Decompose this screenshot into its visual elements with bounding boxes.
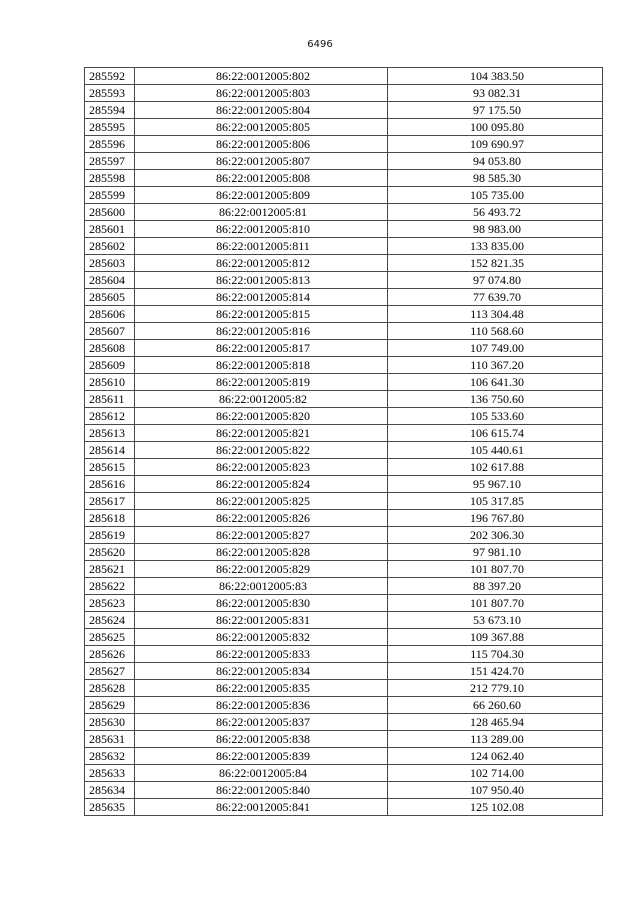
cadastral-value-cell: 100 095.80	[388, 119, 603, 136]
table-row	[85, 476, 603, 493]
cadastral-value-cell: 128 465.94	[388, 714, 603, 731]
cadastral-number-cell: 86:22:0012005:83	[135, 578, 388, 595]
table-row	[85, 765, 603, 782]
cadastral-value-cell: 102 617.88	[388, 459, 603, 476]
cadastral-value-cell: 133 835.00	[388, 238, 603, 255]
row-id-cell: 285622	[85, 578, 135, 595]
row-id-cell: 285595	[85, 119, 135, 136]
cadastral-value-cell: 196 767.80	[388, 510, 603, 527]
row-id-cell: 285602	[85, 238, 135, 255]
row-id-cell: 285597	[85, 153, 135, 170]
row-id-cell: 285628	[85, 680, 135, 697]
cadastral-number-cell: 86:22:0012005:836	[135, 697, 388, 714]
cadastral-number-cell: 86:22:0012005:830	[135, 595, 388, 612]
row-id-cell: 285596	[85, 136, 135, 153]
cadastral-value-cell: 124 062.40	[388, 748, 603, 765]
cadastral-number-cell: 86:22:0012005:838	[135, 731, 388, 748]
table-row	[85, 187, 603, 204]
cadastral-number-cell: 86:22:0012005:809	[135, 187, 388, 204]
table-row	[85, 289, 603, 306]
row-id-cell: 285612	[85, 408, 135, 425]
cadastral-number-cell: 86:22:0012005:822	[135, 442, 388, 459]
cadastral-number-cell: 86:22:0012005:829	[135, 561, 388, 578]
cadastral-value-cell: 98 585.30	[388, 170, 603, 187]
table-row	[85, 697, 603, 714]
row-id-cell: 285629	[85, 697, 135, 714]
cadastral-value-cell: 152 821.35	[388, 255, 603, 272]
cadastral-value-cell: 151 424.70	[388, 663, 603, 680]
cadastral-value-cell: 115 704.30	[388, 646, 603, 663]
table-row	[85, 493, 603, 510]
cadastral-number-cell: 86:22:0012005:814	[135, 289, 388, 306]
table-row	[85, 748, 603, 765]
table-row	[85, 595, 603, 612]
row-id-cell: 285608	[85, 340, 135, 357]
row-id-cell: 285594	[85, 102, 135, 119]
cadastral-value-cell: 110 568.60	[388, 323, 603, 340]
cadastral-value-cell: 105 440.61	[388, 442, 603, 459]
table-row	[85, 680, 603, 697]
row-id-cell: 285632	[85, 748, 135, 765]
table-row	[85, 578, 603, 595]
cadastral-value-cell: 77 639.70	[388, 289, 603, 306]
cadastral-value-cell: 93 082.31	[388, 85, 603, 102]
cadastral-number-cell: 86:22:0012005:839	[135, 748, 388, 765]
cadastral-number-cell: 86:22:0012005:84	[135, 765, 388, 782]
cadastral-value-cell: 107 749.00	[388, 340, 603, 357]
cadastral-number-cell: 86:22:0012005:810	[135, 221, 388, 238]
cadastral-value-cell: 97 074.80	[388, 272, 603, 289]
row-id-cell: 285635	[85, 799, 135, 816]
row-id-cell: 285626	[85, 646, 135, 663]
cadastral-number-cell: 86:22:0012005:832	[135, 629, 388, 646]
table-row	[85, 204, 603, 221]
row-id-cell: 285593	[85, 85, 135, 102]
row-id-cell: 285614	[85, 442, 135, 459]
row-id-cell: 285624	[85, 612, 135, 629]
table-row	[85, 612, 603, 629]
table-row	[85, 391, 603, 408]
cadastral-number-cell: 86:22:0012005:81	[135, 204, 388, 221]
cadastral-value-cell: 95 967.10	[388, 476, 603, 493]
cadastral-number-cell: 86:22:0012005:824	[135, 476, 388, 493]
cadastral-number-cell: 86:22:0012005:821	[135, 425, 388, 442]
cadastral-value-cell: 105 317.85	[388, 493, 603, 510]
cadastral-value-cell: 105 533.60	[388, 408, 603, 425]
row-id-cell: 285601	[85, 221, 135, 238]
cadastral-number-cell: 86:22:0012005:826	[135, 510, 388, 527]
row-id-cell: 285630	[85, 714, 135, 731]
table-body	[85, 68, 603, 816]
cadastral-value-cell: 98 983.00	[388, 221, 603, 238]
row-id-cell: 285600	[85, 204, 135, 221]
table-row	[85, 102, 603, 119]
cadastral-number-cell: 86:22:0012005:820	[135, 408, 388, 425]
table-row	[85, 527, 603, 544]
table-row	[85, 238, 603, 255]
table-row	[85, 714, 603, 731]
table-row	[85, 731, 603, 748]
row-id-cell: 285599	[85, 187, 135, 204]
cadastral-value-cell: 212 779.10	[388, 680, 603, 697]
row-id-cell: 285619	[85, 527, 135, 544]
table-row	[85, 629, 603, 646]
cadastral-value-cell: 104 383.50	[388, 68, 603, 85]
cadastral-value-cell: 109 690.97	[388, 136, 603, 153]
row-id-cell: 285623	[85, 595, 135, 612]
cadastral-number-cell: 86:22:0012005:823	[135, 459, 388, 476]
table-row	[85, 255, 603, 272]
row-id-cell: 285627	[85, 663, 135, 680]
cadastral-value-cell: 106 641.30	[388, 374, 603, 391]
row-id-cell: 285633	[85, 765, 135, 782]
cadastral-value-cell: 102 714.00	[388, 765, 603, 782]
table-row	[85, 646, 603, 663]
table-row	[85, 374, 603, 391]
table-row	[85, 153, 603, 170]
cadastral-number-cell: 86:22:0012005:815	[135, 306, 388, 323]
table-row	[85, 425, 603, 442]
cadastral-value-cell: 113 304.48	[388, 306, 603, 323]
row-id-cell: 285609	[85, 357, 135, 374]
row-id-cell: 285634	[85, 782, 135, 799]
table-row	[85, 306, 603, 323]
cadastral-value-cell: 202 306.30	[388, 527, 603, 544]
cadastral-number-cell: 86:22:0012005:828	[135, 544, 388, 561]
cadastral-value-table	[84, 67, 603, 816]
cadastral-number-cell: 86:22:0012005:834	[135, 663, 388, 680]
cadastral-value-cell: 101 807.70	[388, 561, 603, 578]
table-row	[85, 323, 603, 340]
table-row	[85, 544, 603, 561]
table-row	[85, 340, 603, 357]
cadastral-number-cell: 86:22:0012005:813	[135, 272, 388, 289]
row-id-cell: 285616	[85, 476, 135, 493]
cadastral-value-cell: 106 615.74	[388, 425, 603, 442]
cadastral-number-cell: 86:22:0012005:802	[135, 68, 388, 85]
cadastral-number-cell: 86:22:0012005:803	[135, 85, 388, 102]
cadastral-number-cell: 86:22:0012005:841	[135, 799, 388, 816]
cadastral-number-cell: 86:22:0012005:825	[135, 493, 388, 510]
cadastral-number-cell: 86:22:0012005:804	[135, 102, 388, 119]
cadastral-number-cell: 86:22:0012005:835	[135, 680, 388, 697]
cadastral-number-cell: 86:22:0012005:812	[135, 255, 388, 272]
cadastral-number-cell: 86:22:0012005:806	[135, 136, 388, 153]
row-id-cell: 285625	[85, 629, 135, 646]
cadastral-value-cell: 125 102.08	[388, 799, 603, 816]
cadastral-number-cell: 86:22:0012005:819	[135, 374, 388, 391]
table-row	[85, 357, 603, 374]
cadastral-value-cell: 113 289.00	[388, 731, 603, 748]
table-row	[85, 799, 603, 816]
cadastral-number-cell: 86:22:0012005:816	[135, 323, 388, 340]
table-row	[85, 782, 603, 799]
row-id-cell: 285613	[85, 425, 135, 442]
row-id-cell: 285598	[85, 170, 135, 187]
row-id-cell: 285606	[85, 306, 135, 323]
cadastral-number-cell: 86:22:0012005:818	[135, 357, 388, 374]
cadastral-value-cell: 110 367.20	[388, 357, 603, 374]
table-row	[85, 136, 603, 153]
cadastral-value-cell: 88 397.20	[388, 578, 603, 595]
cadastral-number-cell: 86:22:0012005:811	[135, 238, 388, 255]
cadastral-number-cell: 86:22:0012005:827	[135, 527, 388, 544]
table-row	[85, 561, 603, 578]
table-row	[85, 408, 603, 425]
row-id-cell: 285615	[85, 459, 135, 476]
cadastral-value-cell: 109 367.88	[388, 629, 603, 646]
cadastral-value-cell: 105 735.00	[388, 187, 603, 204]
cadastral-number-cell: 86:22:0012005:837	[135, 714, 388, 731]
row-id-cell: 285611	[85, 391, 135, 408]
cadastral-value-cell: 94 053.80	[388, 153, 603, 170]
row-id-cell: 285617	[85, 493, 135, 510]
cadastral-number-cell: 86:22:0012005:805	[135, 119, 388, 136]
table-row	[85, 221, 603, 238]
cadastral-number-cell: 86:22:0012005:82	[135, 391, 388, 408]
row-id-cell: 285610	[85, 374, 135, 391]
cadastral-value-cell: 97 175.50	[388, 102, 603, 119]
cadastral-value-cell: 97 981.10	[388, 544, 603, 561]
row-id-cell: 285607	[85, 323, 135, 340]
table-row	[85, 663, 603, 680]
table-row	[85, 510, 603, 527]
table-row	[85, 459, 603, 476]
cadastral-number-cell: 86:22:0012005:807	[135, 153, 388, 170]
table-row	[85, 119, 603, 136]
page-number: 6496	[307, 39, 333, 50]
cadastral-value-cell: 101 807.70	[388, 595, 603, 612]
table-row	[85, 272, 603, 289]
cadastral-value-cell: 136 750.60	[388, 391, 603, 408]
row-id-cell: 285631	[85, 731, 135, 748]
cadastral-value-cell: 66 260.60	[388, 697, 603, 714]
cadastral-value-cell: 53 673.10	[388, 612, 603, 629]
cadastral-value-cell: 107 950.40	[388, 782, 603, 799]
row-id-cell: 285618	[85, 510, 135, 527]
cadastral-number-cell: 86:22:0012005:840	[135, 782, 388, 799]
row-id-cell: 285604	[85, 272, 135, 289]
row-id-cell: 285605	[85, 289, 135, 306]
row-id-cell: 285603	[85, 255, 135, 272]
table-row	[85, 85, 603, 102]
table-row	[85, 170, 603, 187]
row-id-cell: 285592	[85, 68, 135, 85]
row-id-cell: 285621	[85, 561, 135, 578]
cadastral-value-cell: 56 493.72	[388, 204, 603, 221]
cadastral-number-cell: 86:22:0012005:808	[135, 170, 388, 187]
row-id-cell: 285620	[85, 544, 135, 561]
cadastral-number-cell: 86:22:0012005:831	[135, 612, 388, 629]
cadastral-number-cell: 86:22:0012005:833	[135, 646, 388, 663]
cadastral-number-cell: 86:22:0012005:817	[135, 340, 388, 357]
table-row	[85, 442, 603, 459]
table-row	[85, 68, 603, 85]
